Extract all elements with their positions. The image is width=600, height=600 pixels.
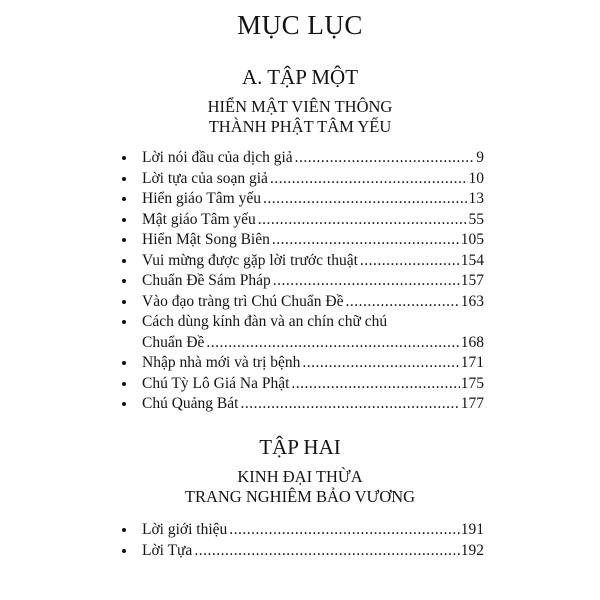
toc-item [122, 312, 484, 353]
toc-item-label: Chú Quảng Bát [142, 395, 239, 412]
toc-item-label: Lời Tựa [142, 541, 193, 559]
page-title: MỤC LỤC [237, 10, 363, 40]
toc-item-page: 13 [468, 190, 484, 207]
toc-item-page: 55 [468, 210, 484, 228]
dot-leader [345, 292, 459, 313]
dot-leader [263, 189, 468, 210]
bullet-icon [122, 156, 126, 160]
bullet-icon [122, 177, 126, 181]
toc-item-label: Lời tựa của soạn giả [142, 169, 268, 187]
toc-item-page: 9 [476, 149, 484, 166]
toc-item [122, 353, 484, 374]
toc-item-page: 163 [460, 292, 484, 310]
part-two-subtitle-line1: KINH ĐẠI THỪA [237, 467, 363, 486]
toc-item-label: Chú Tỳ Lô Giá Na Phật [142, 374, 290, 392]
dot-leader [270, 169, 468, 190]
part-one-subtitle-line1: HIỂN MẬT VIÊN THÔNG [207, 97, 393, 116]
bullet-icon [122, 218, 126, 222]
toc-item [122, 271, 484, 292]
bullet-icon [122, 259, 126, 263]
toc-item [122, 251, 484, 272]
toc-item-page: 10 [468, 169, 484, 187]
part-one-title: A. TẬP MỘT [241, 65, 359, 89]
dot-leader [206, 333, 459, 354]
dot-leader [291, 374, 459, 395]
toc-item-label: Chuẩn Đề Sám Pháp [142, 272, 271, 289]
toc-item-page: 154 [460, 251, 484, 269]
toc-item-page: 157 [460, 272, 484, 289]
bullet-icon [122, 382, 126, 386]
bullet-icon [122, 402, 126, 406]
dot-leader [273, 271, 460, 292]
toc-item [122, 520, 484, 541]
toc-item-page: 191 [460, 521, 484, 538]
bullet-icon [122, 320, 126, 324]
toc-item-label: Lời nói đầu của dịch giả [142, 149, 293, 166]
toc-item-page: 171 [460, 354, 484, 371]
part-two-toc-list [122, 520, 484, 561]
dot-leader [272, 230, 460, 251]
toc-item [122, 374, 484, 395]
toc-item-page: 175 [460, 374, 484, 392]
toc-item [122, 541, 484, 562]
toc-item-label: Mật giáo Tâm yếu [142, 210, 256, 228]
dot-leader [295, 148, 476, 169]
toc-item-label: Chuẩn Đề [142, 333, 205, 351]
toc-item-page: 168 [460, 333, 484, 351]
part-two-title: TẬP HAI [259, 435, 341, 459]
toc-item-label: Vào đạo tràng trì Chú Chuẩn Đề [142, 292, 344, 310]
bullet-icon [122, 361, 126, 365]
toc-item [122, 292, 484, 313]
toc-item-page: 105 [460, 231, 484, 248]
bullet-icon [122, 549, 126, 553]
toc-item-label: Vui mừng được gặp lời trước thuật [142, 251, 358, 269]
toc-item [122, 394, 484, 415]
dot-leader [360, 251, 460, 272]
bullet-icon [122, 528, 126, 532]
toc-item-label: Hiển giáo Tâm yếu [142, 190, 261, 207]
dot-leader [302, 353, 459, 374]
toc-item-label: Nhập nhà mới và trị bệnh [142, 354, 301, 371]
part-one-toc-list [122, 148, 484, 415]
toc-item [122, 148, 484, 169]
toc-item [122, 230, 484, 251]
toc-item-label: Lời giới thiệu [142, 521, 228, 538]
bullet-icon [122, 300, 126, 304]
bullet-icon [122, 197, 126, 201]
part-two-subtitle-line2: TRANG NGHIÊM BẢO VƯƠNG [184, 487, 416, 506]
toc-item [122, 189, 484, 210]
dot-leader [194, 541, 459, 562]
toc-item [122, 210, 484, 231]
toc-item-page: 192 [460, 541, 484, 559]
bullet-icon [122, 279, 126, 283]
bullet-icon [122, 238, 126, 242]
dot-leader [229, 520, 459, 541]
toc-item-label-line1: Cách dùng kính đàn và an chín chữ chú [142, 313, 388, 330]
dot-leader [258, 210, 468, 231]
toc-item-label: Hiển Mật Song Biên [142, 231, 270, 248]
toc-item-page: 177 [460, 395, 484, 412]
part-one-subtitle-line2: THÀNH PHẬT TÂM YẾU [208, 117, 392, 136]
toc-item [122, 169, 484, 190]
dot-leader [240, 394, 459, 415]
